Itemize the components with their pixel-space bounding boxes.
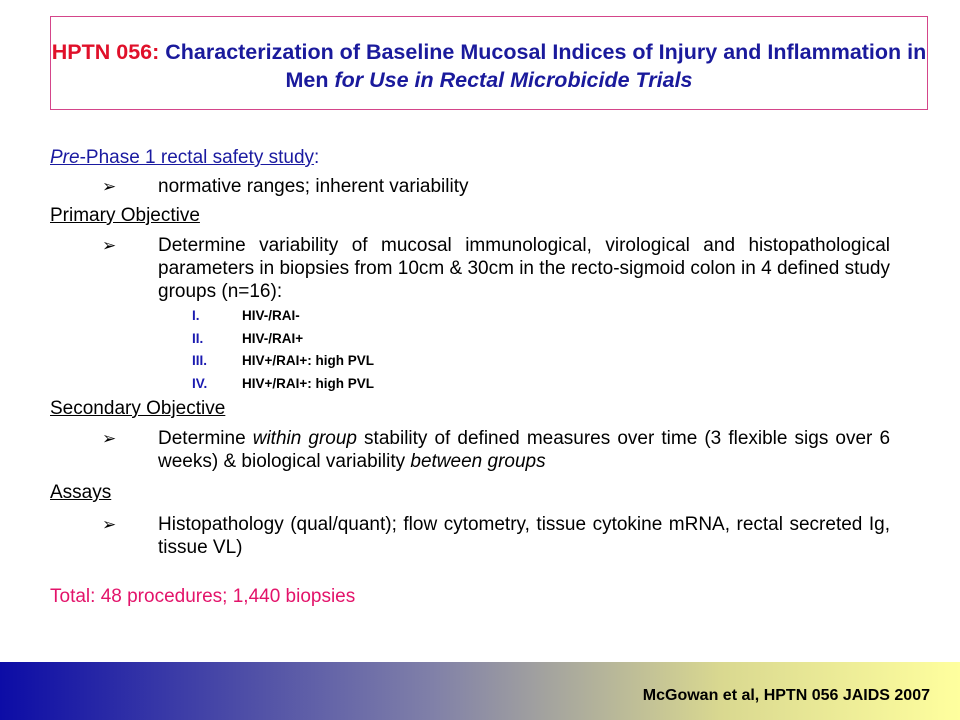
study-label-italic: Pre — [50, 147, 80, 168]
list-item — [50, 305, 930, 328]
primary-heading: Primary Objective — [50, 205, 200, 226]
study-colon: : — [314, 147, 320, 168]
assays-bullet-text: Histopathology (qual/quant); flow cytometry, tissue cytokine mRNA, rectal secreted Ig, tissue VL) — [158, 514, 890, 558]
title-italic: for Use in Rectal Microbicide Trials — [334, 68, 693, 92]
title-study-id: HPTN 056: — [51, 40, 166, 64]
primary-bullet — [50, 234, 930, 303]
group-number: IV. — [192, 375, 208, 391]
secondary-bullet — [50, 427, 930, 473]
total-summary: Total: 48 procedures; 1,440 biopsies — [50, 586, 356, 607]
group-label: HIV+/RAI+: high PVL — [242, 353, 375, 368]
secondary-text-3: stability of defined measures over time (3 flexible sigs over 6 weeks) & biological variability — [158, 428, 891, 472]
arrow-bullet-icon: ➢ — [102, 429, 117, 448]
slide-title — [50, 16, 928, 110]
assays-heading: Assays — [50, 482, 112, 503]
title-main: Characterization of Baseline Mucosal Indices of Injury and Inflammation in Men — [165, 40, 927, 92]
list-item — [50, 328, 930, 351]
secondary-text-4: between groups — [410, 451, 546, 472]
assays-bullet — [50, 513, 930, 559]
list-item — [50, 373, 930, 396]
study-label: -Phase 1 rectal safety study — [79, 147, 315, 168]
study-bullet — [50, 175, 930, 198]
study-heading — [50, 146, 930, 169]
secondary-text-1: Determine — [158, 428, 253, 449]
secondary-text-2: within group — [252, 428, 357, 449]
arrow-bullet-icon: ➢ — [102, 177, 117, 196]
group-label: HIV+/RAI+: high PVL — [242, 375, 375, 391]
primary-bullet-text: Determine variability of mucosal immunological, virological and histopathological parameters in biopsies from 10cm & 30cm in the recto-sigmoid colon in 4 defined study groups (n=16): — [158, 235, 890, 302]
secondary-heading: Secondary Objective — [50, 398, 226, 419]
group-label: HIV-/RAI- — [242, 308, 300, 323]
study-groups-list — [50, 305, 930, 395]
study-bullet-text: normative ranges; inherent variability — [158, 176, 469, 197]
slide-body — [50, 146, 930, 627]
arrow-bullet-icon: ➢ — [102, 236, 117, 255]
group-number: III. — [192, 353, 208, 368]
footer-bar — [0, 662, 960, 720]
list-item — [50, 350, 930, 373]
group-label: HIV-/RAI+ — [242, 330, 304, 346]
group-number: I. — [192, 308, 200, 323]
citation: McGowan et al, HPTN 056 JAIDS 2007 — [642, 687, 930, 704]
arrow-bullet-icon: ➢ — [102, 515, 117, 534]
group-number: II. — [192, 330, 204, 346]
